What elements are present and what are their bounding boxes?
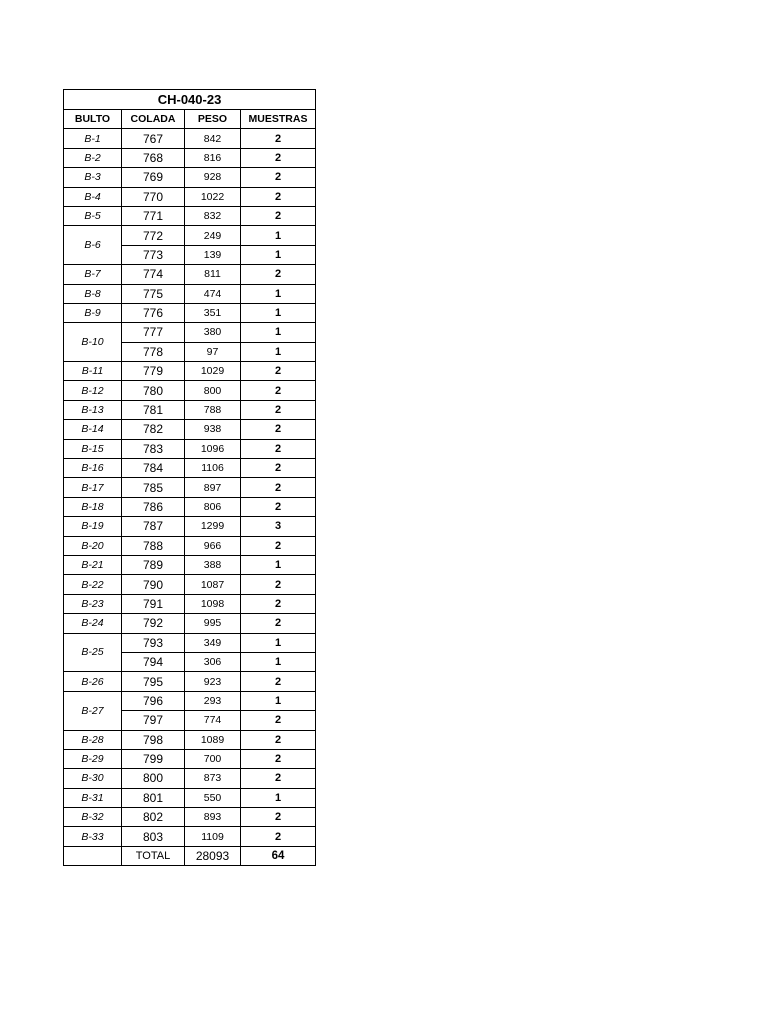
bulto-cell: B-16	[64, 459, 122, 478]
muestras-cell: 1	[241, 226, 316, 245]
colada-cell: 801	[122, 788, 185, 807]
bulto-cell: B-20	[64, 536, 122, 555]
muestras-cell: 1	[241, 788, 316, 807]
muestras-cell: 2	[241, 672, 316, 691]
total-empty-cell	[64, 846, 122, 865]
peso-cell: 842	[185, 129, 241, 148]
table-row	[64, 555, 316, 574]
peso-cell: 1109	[185, 827, 241, 846]
colada-cell: 799	[122, 749, 185, 768]
table-row	[64, 265, 316, 284]
colada-cell: 784	[122, 459, 185, 478]
peso-cell: 1299	[185, 517, 241, 536]
colada-cell: 793	[122, 633, 185, 652]
table-row	[64, 187, 316, 206]
bulto-cell: B-18	[64, 497, 122, 516]
bulto-cell: B-15	[64, 439, 122, 458]
bulto-cell: B-13	[64, 400, 122, 419]
muestras-cell: 1	[241, 555, 316, 574]
muestras-cell: 2	[241, 478, 316, 497]
colada-cell: 768	[122, 148, 185, 167]
bulto-cell: B-29	[64, 749, 122, 768]
bulto-cell: B-12	[64, 381, 122, 400]
peso-cell: 139	[185, 245, 241, 264]
header-muestras: MUESTRAS	[241, 110, 316, 129]
bulto-cell: B-1	[64, 129, 122, 148]
total-row	[64, 846, 316, 865]
colada-cell: 781	[122, 400, 185, 419]
bulto-cell: B-4	[64, 187, 122, 206]
colada-cell: 779	[122, 362, 185, 381]
muestras-cell: 2	[241, 536, 316, 555]
table-row	[64, 827, 316, 846]
colada-cell: 786	[122, 497, 185, 516]
colada-cell: 767	[122, 129, 185, 148]
colada-cell: 800	[122, 769, 185, 788]
peso-cell: 1087	[185, 575, 241, 594]
table-row	[64, 323, 316, 342]
table-row	[64, 575, 316, 594]
table-row	[64, 148, 316, 167]
bulto-cell: B-5	[64, 206, 122, 225]
table-row	[64, 808, 316, 827]
bulto-cell: B-24	[64, 614, 122, 633]
muestras-cell: 1	[241, 323, 316, 342]
table-row	[64, 129, 316, 148]
table-row	[64, 691, 316, 710]
muestras-cell: 2	[241, 439, 316, 458]
table-row	[64, 594, 316, 613]
total-muestras: 64	[241, 846, 316, 865]
peso-cell: 873	[185, 769, 241, 788]
bulto-cell: B-28	[64, 730, 122, 749]
muestras-cell: 2	[241, 168, 316, 187]
colada-cell: 803	[122, 827, 185, 846]
peso-cell: 1089	[185, 730, 241, 749]
table-body	[64, 129, 316, 846]
peso-cell: 928	[185, 168, 241, 187]
muestras-cell: 2	[241, 497, 316, 516]
table-row	[64, 672, 316, 691]
peso-cell: 1022	[185, 187, 241, 206]
colada-cell: 775	[122, 284, 185, 303]
peso-cell: 966	[185, 536, 241, 555]
muestras-cell: 2	[241, 749, 316, 768]
peso-cell: 700	[185, 749, 241, 768]
table-row	[64, 206, 316, 225]
colada-cell: 788	[122, 536, 185, 555]
peso-cell: 1029	[185, 362, 241, 381]
muestras-cell: 2	[241, 129, 316, 148]
peso-cell: 923	[185, 672, 241, 691]
bulto-cell: B-11	[64, 362, 122, 381]
peso-cell: 774	[185, 711, 241, 730]
table-row	[64, 633, 316, 652]
bulto-cell: B-17	[64, 478, 122, 497]
muestras-cell: 2	[241, 420, 316, 439]
table-row	[64, 303, 316, 322]
muestras-cell: 2	[241, 381, 316, 400]
table-row	[64, 284, 316, 303]
peso-cell: 832	[185, 206, 241, 225]
muestras-cell: 2	[241, 575, 316, 594]
table-row	[64, 381, 316, 400]
muestras-cell: 1	[241, 303, 316, 322]
bulto-cell: B-21	[64, 555, 122, 574]
bulto-cell: B-19	[64, 517, 122, 536]
muestras-cell: 1	[241, 652, 316, 671]
header-colada: COLADA	[122, 110, 185, 129]
muestras-cell: 1	[241, 691, 316, 710]
table-row	[64, 517, 316, 536]
bulto-cell: B-30	[64, 769, 122, 788]
peso-cell: 380	[185, 323, 241, 342]
peso-cell: 938	[185, 420, 241, 439]
colada-cell: 791	[122, 594, 185, 613]
muestras-cell: 2	[241, 730, 316, 749]
peso-cell: 306	[185, 652, 241, 671]
bulto-cell: B-10	[64, 323, 122, 362]
peso-cell: 1106	[185, 459, 241, 478]
peso-cell: 1096	[185, 439, 241, 458]
peso-cell: 550	[185, 788, 241, 807]
bulto-cell: B-33	[64, 827, 122, 846]
colada-cell: 785	[122, 478, 185, 497]
peso-cell: 349	[185, 633, 241, 652]
table-row	[64, 536, 316, 555]
colada-cell: 782	[122, 420, 185, 439]
table-title: CH-040-23	[64, 90, 316, 110]
bulto-cell: B-32	[64, 808, 122, 827]
bulto-cell: B-27	[64, 691, 122, 730]
header-bulto: BULTO	[64, 110, 122, 129]
muestras-cell: 2	[241, 265, 316, 284]
bulto-cell: B-25	[64, 633, 122, 672]
bulto-cell: B-22	[64, 575, 122, 594]
muestras-cell: 1	[241, 284, 316, 303]
peso-cell: 293	[185, 691, 241, 710]
colada-cell: 802	[122, 808, 185, 827]
table-row	[64, 478, 316, 497]
peso-cell: 388	[185, 555, 241, 574]
colada-cell: 783	[122, 439, 185, 458]
colada-cell: 771	[122, 206, 185, 225]
muestras-cell: 2	[241, 400, 316, 419]
colada-cell: 796	[122, 691, 185, 710]
muestras-cell: 2	[241, 594, 316, 613]
muestras-cell: 1	[241, 342, 316, 361]
bulto-cell: B-9	[64, 303, 122, 322]
colada-cell: 798	[122, 730, 185, 749]
colada-cell: 787	[122, 517, 185, 536]
table-row	[64, 749, 316, 768]
muestras-cell: 2	[241, 769, 316, 788]
table-row	[64, 459, 316, 478]
peso-cell: 788	[185, 400, 241, 419]
muestras-cell: 2	[241, 362, 316, 381]
table-row	[64, 400, 316, 419]
peso-cell: 97	[185, 342, 241, 361]
muestras-cell: 2	[241, 808, 316, 827]
muestras-cell: 2	[241, 459, 316, 478]
shipment-table	[63, 89, 316, 866]
colada-cell: 780	[122, 381, 185, 400]
bulto-cell: B-26	[64, 672, 122, 691]
colada-cell: 776	[122, 303, 185, 322]
colada-cell: 769	[122, 168, 185, 187]
colada-cell: 789	[122, 555, 185, 574]
table-row	[64, 730, 316, 749]
colada-cell: 773	[122, 245, 185, 264]
muestras-cell: 2	[241, 827, 316, 846]
muestras-cell: 3	[241, 517, 316, 536]
table-row	[64, 226, 316, 245]
muestras-cell: 2	[241, 206, 316, 225]
colada-cell: 770	[122, 187, 185, 206]
peso-cell: 893	[185, 808, 241, 827]
bulto-cell: B-2	[64, 148, 122, 167]
colada-cell: 774	[122, 265, 185, 284]
peso-cell: 800	[185, 381, 241, 400]
muestras-cell: 1	[241, 633, 316, 652]
bulto-cell: B-14	[64, 420, 122, 439]
muestras-cell: 1	[241, 245, 316, 264]
peso-cell: 897	[185, 478, 241, 497]
total-label: TOTAL	[122, 846, 185, 865]
colada-cell: 778	[122, 342, 185, 361]
peso-cell: 811	[185, 265, 241, 284]
muestras-cell: 2	[241, 187, 316, 206]
peso-cell: 806	[185, 497, 241, 516]
bulto-cell: B-31	[64, 788, 122, 807]
table-row	[64, 769, 316, 788]
total-peso: 28093	[185, 846, 241, 865]
colada-cell: 772	[122, 226, 185, 245]
muestras-cell: 2	[241, 614, 316, 633]
colada-cell: 790	[122, 575, 185, 594]
header-peso: PESO	[185, 110, 241, 129]
peso-cell: 249	[185, 226, 241, 245]
table-row	[64, 168, 316, 187]
colada-cell: 797	[122, 711, 185, 730]
table-row	[64, 439, 316, 458]
table-row	[64, 614, 316, 633]
bulto-cell: B-23	[64, 594, 122, 613]
bulto-cell: B-7	[64, 265, 122, 284]
peso-cell: 816	[185, 148, 241, 167]
peso-cell: 351	[185, 303, 241, 322]
muestras-cell: 2	[241, 711, 316, 730]
table-row	[64, 420, 316, 439]
colada-cell: 794	[122, 652, 185, 671]
colada-cell: 795	[122, 672, 185, 691]
table-row	[64, 788, 316, 807]
muestras-cell: 2	[241, 148, 316, 167]
colada-cell: 777	[122, 323, 185, 342]
table-row	[64, 362, 316, 381]
peso-cell: 474	[185, 284, 241, 303]
peso-cell: 1098	[185, 594, 241, 613]
colada-cell: 792	[122, 614, 185, 633]
bulto-cell: B-3	[64, 168, 122, 187]
table-row	[64, 497, 316, 516]
bulto-cell: B-8	[64, 284, 122, 303]
bulto-cell: B-6	[64, 226, 122, 265]
peso-cell: 995	[185, 614, 241, 633]
